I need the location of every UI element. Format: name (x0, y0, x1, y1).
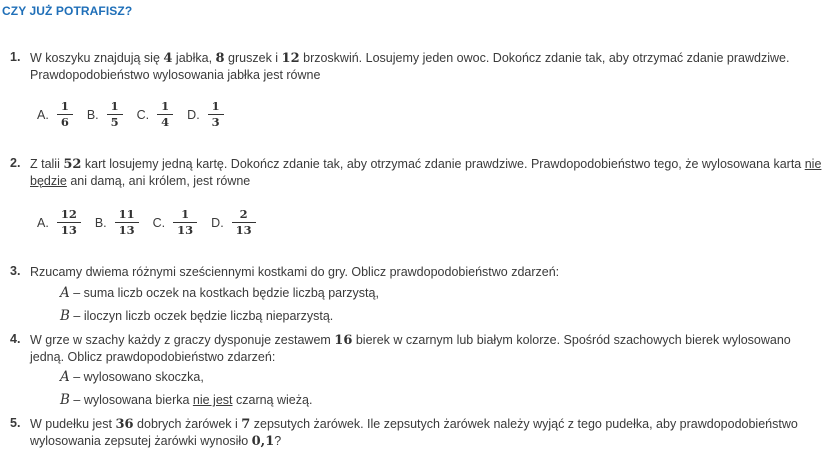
fraction (234, 208, 254, 237)
event-text: – wylosowana bierka (69, 393, 193, 407)
task-text (30, 264, 831, 280)
fraction (109, 100, 121, 129)
event-variable: A (60, 285, 70, 301)
text-segment: ? (274, 434, 282, 448)
text-segment: bierek w czarnym lub białym kolorze. Spośród szachowych bierek wylosowano (352, 333, 791, 347)
event-a (60, 285, 379, 301)
math-number: 52 (63, 157, 82, 172)
task-text (30, 416, 831, 450)
numerator: 1 (60, 99, 69, 113)
event-text: – suma liczb oczek na kostkach będzie liczbą parzystą, (69, 286, 379, 300)
text-segment: jabłka, (172, 51, 216, 65)
numerator: 1 (211, 99, 220, 113)
option-letter: C. (136, 107, 150, 122)
task-number: 1. (10, 50, 21, 64)
task-text (30, 156, 831, 189)
math-number: 0,1 (251, 434, 275, 449)
task-5 (10, 416, 831, 450)
numerator: 12 (60, 207, 77, 221)
answer-option[interactable] (211, 208, 254, 237)
math-number: 36 (115, 417, 134, 432)
math-number: 16 (334, 333, 353, 348)
math-number: 12 (281, 51, 300, 66)
event-variable: A (60, 369, 70, 385)
underlined-text: nie jest (192, 393, 233, 407)
denominator: 13 (235, 223, 252, 237)
denominator: 3 (211, 115, 220, 129)
math-number: 7 (241, 417, 251, 432)
task-text (30, 50, 831, 83)
fraction (117, 208, 137, 237)
answer-option[interactable] (37, 208, 79, 237)
text-segment: jedną. Oblicz prawdopodobieństwo zdarzeń: (30, 350, 276, 364)
math-number: 4 (163, 51, 173, 66)
option-letter: D. (187, 107, 200, 122)
answer-option[interactable] (95, 208, 137, 237)
denominator: 4 (161, 115, 170, 129)
text-segment: Z talii (30, 157, 64, 171)
numerator: 11 (118, 207, 135, 221)
fraction (175, 208, 195, 237)
denominator: 13 (118, 223, 135, 237)
text-segment: brzoskwiń. Losujemy jeden owoc. Dokończ zdanie tak, aby otrzymać zdanie prawdziwe. (299, 51, 790, 65)
text-segment: W pudełku jest (30, 417, 116, 431)
denominator: 6 (60, 115, 69, 129)
answer-option[interactable] (187, 100, 222, 129)
option-letter: A. (37, 107, 49, 122)
numerator: 2 (239, 207, 248, 221)
option-letter: D. (211, 215, 224, 230)
underlined-text: nie (804, 157, 822, 171)
denominator: 5 (110, 115, 119, 129)
event-text: czarną wieżą. (232, 393, 313, 407)
task-2 (10, 156, 831, 189)
text-segment: Prawdopodobieństwo wylosowania jabłka jest równe (30, 68, 321, 82)
answer-option[interactable] (37, 100, 71, 129)
numerator: 1 (181, 207, 190, 221)
text-segment: ani damą, ani królem, jest równe (66, 174, 251, 188)
text-segment: kart losujemy jedną kartę. Dokończ zdanie tak, aby otrzymać zdanie prawdziwe. Prawdopodobieństwo tego, że wylosowana karta (81, 157, 805, 171)
task-4 (10, 332, 831, 365)
event-b (60, 308, 333, 324)
underlined-text: będzie (30, 174, 67, 188)
option-letter: B. (86, 107, 99, 122)
answer-option[interactable] (87, 100, 121, 129)
text-segment: zepsutych żarówek. Ile zepsutych żarówek należy wyjąć z tego pudełka, aby prawdopodobieństwo (250, 417, 798, 431)
task-number: 4. (10, 332, 21, 346)
event-variable: B (60, 308, 70, 324)
fraction (59, 208, 79, 237)
task-3 (10, 264, 831, 280)
text-segment: wylosowania zepsutej żarówki wynosiło (30, 434, 252, 448)
task-1 (10, 50, 831, 83)
fraction (59, 100, 71, 129)
numerator: 1 (161, 99, 170, 113)
denominator: 13 (177, 223, 194, 237)
option-letter: C. (152, 215, 166, 230)
event-text: – wylosowano skoczka, (69, 370, 204, 384)
numerator: 1 (110, 99, 119, 113)
math-number: 8 (215, 51, 225, 66)
answer-option[interactable] (137, 100, 172, 129)
fraction (210, 100, 222, 129)
fraction (159, 100, 171, 129)
text-segment: Rzucamy dwiema różnymi sześciennymi kostkami do gry. Oblicz prawdopodobieństwo zdarzeń: (30, 265, 560, 279)
event-text: – iloczyn liczb oczek będzie liczbą nieparzystą. (69, 309, 334, 323)
text-segment: gruszek i (224, 51, 282, 65)
text-segment: dobrych żarówek i (133, 417, 242, 431)
section-title: CZY JUŻ POTRAFISZ? (2, 4, 133, 18)
text-segment: W koszyku znajdują się (30, 51, 164, 65)
option-letter: A. (37, 215, 49, 230)
answer-options-1 (37, 100, 238, 129)
task-number: 5. (10, 416, 21, 430)
task-text (30, 332, 831, 365)
task-number: 3. (10, 264, 21, 278)
task-number: 2. (10, 156, 21, 170)
text-segment: W grze w szachy każdy z graczy dysponuje zestawem (30, 333, 335, 347)
event-a (60, 369, 204, 385)
answer-option[interactable] (153, 208, 196, 237)
event-variable: B (60, 392, 70, 408)
option-letter: B. (94, 215, 107, 230)
event-b (60, 392, 312, 408)
answer-options-2 (37, 208, 270, 237)
denominator: 13 (60, 223, 77, 237)
